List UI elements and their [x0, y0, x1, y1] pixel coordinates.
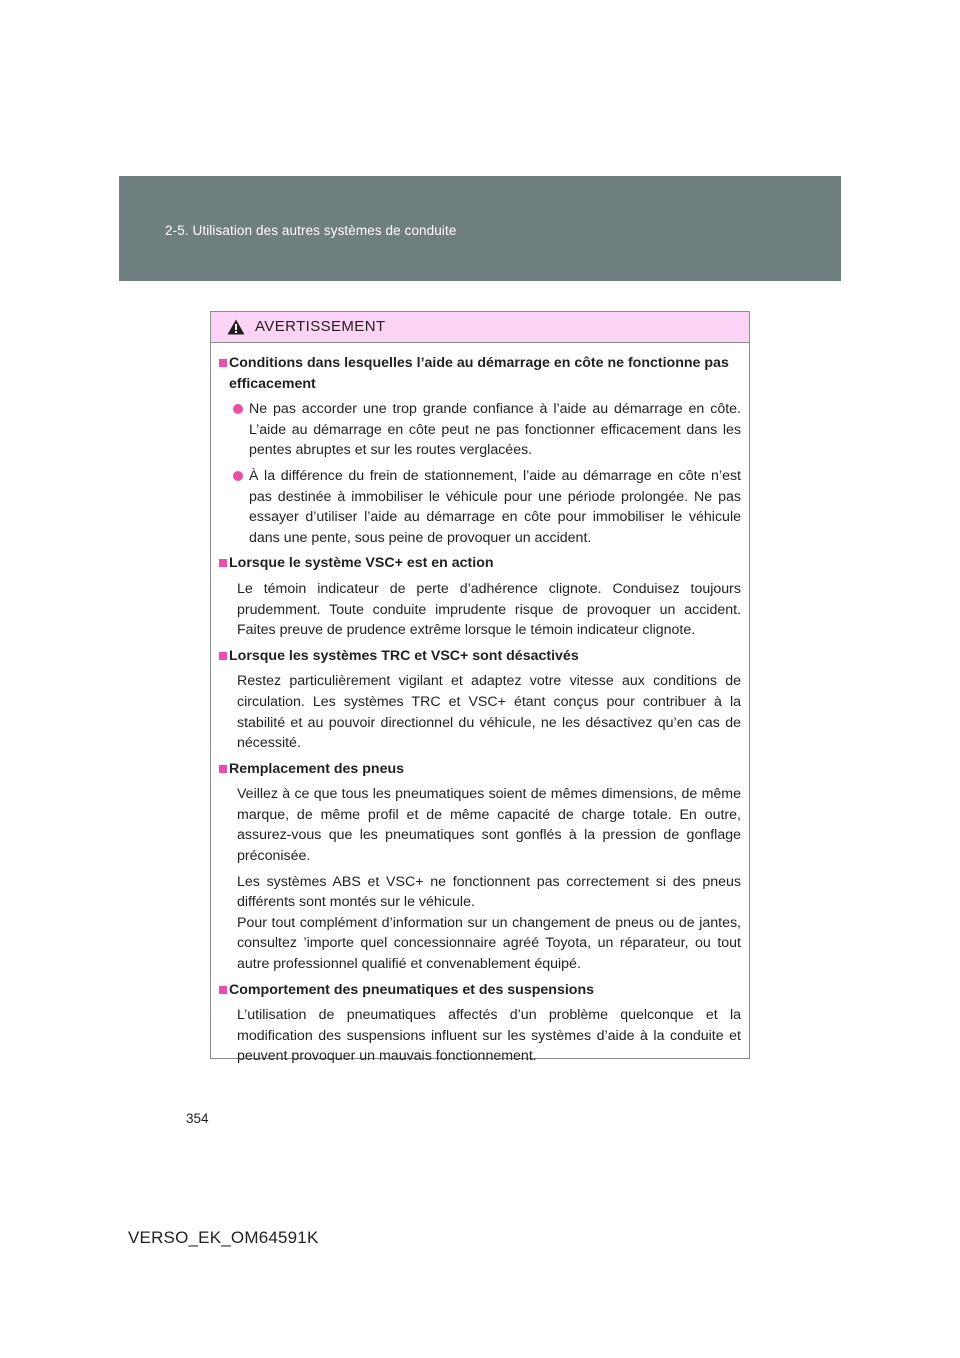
section-heading: Lorsque le système VSC+ est en action: [219, 553, 741, 574]
section-heading: Lorsque les systèmes TRC et VSC+ sont désactivés: [219, 646, 741, 667]
square-bullet-icon: [219, 986, 227, 994]
warning-title: AVERTISSEMENT: [255, 318, 386, 335]
section-heading: Conditions dans lesquelles l’aide au démarrage en côte ne fonctionne pas efficacement: [219, 353, 741, 394]
square-bullet-icon: [219, 559, 227, 567]
warning-header: [211, 312, 749, 343]
section-heading: Comportement des pneumatiques et des suspensions: [219, 980, 741, 1001]
section-heading: Remplacement des pneus: [219, 759, 741, 780]
section-header: [119, 176, 841, 281]
bullet-item: Ne pas accorder une trop grande confiance à l’aide au démarrage en côte. L’aide au démarrage en côte peut ne pas fonctionner efficacement dans les pentes abruptes et sur les routes verglacées.: [219, 399, 741, 461]
paragraph: Pour tout complément d’information sur un changement de pneus ou de jantes, consultez ’importe quel concessionnaire agréé Toyota, un réparateur, ou tout autre professionnel qualifié et convenablement équipé.: [237, 914, 741, 973]
warning-box: [210, 311, 750, 1065]
warning-content: [211, 343, 749, 1067]
warning-triangle-icon: [227, 319, 245, 335]
square-bullet-icon: [219, 359, 227, 367]
bullet-item: À la différence du frein de stationnement, l’aide au démarrage en côte n’est pas destinée à immobiliser le véhicule pour une période prolongée. Ne pas essayer d’utiliser l’aide au démarrage en côte pour immobiliser le véhicule dans une pente, sous peine de provoquer un accident.: [219, 466, 741, 548]
page-number: 354: [186, 1111, 209, 1126]
paragraph: L’utilisation de pneumatiques affectés d’un problème quelconque et la modification des suspensions influent sur les systèmes d’aide à la conduite et peuvent provoquer un mauvais fonctionnement.: [237, 1007, 741, 1065]
paragraph: Restez particulièrement vigilant et adaptez votre vitesse aux conditions de circulation. Les systèmes TRC et VSC+ étant conçus pour contribuer à la stabilité et au pouvoir directionnel du véhicule, ne les désactivez qu’en cas de nécessité.: [237, 673, 741, 752]
document-code: VERSO_EK_OM64591K: [128, 1228, 319, 1247]
section-title: 2-5. Utilisation des autres systèmes de conduite: [165, 223, 457, 238]
square-bullet-icon: [219, 652, 227, 660]
paragraph: Les systèmes ABS et VSC+ ne fonctionnent pas correctement si des pneus différents sont montés sur le véhicule.: [237, 873, 741, 911]
paragraph: Le témoin indicateur de perte d’adhérence clignote. Conduisez toujours prudemment. Toute conduite imprudente risque de provoquer un accident. Faites preuve de prudence extrême lorsque le témoin indicateur clignote.: [237, 580, 741, 639]
round-bullet-icon: [233, 471, 243, 481]
round-bullet-icon: [233, 404, 243, 414]
paragraph: Veillez à ce que tous les pneumatiques soient de mêmes dimensions, de même marque, de même profil et de même capacité de charge totale. En outre, assurez-vous que les pneumatiques sont gonflés à la pression de gonflage préconisée.: [237, 786, 741, 865]
square-bullet-icon: [219, 765, 227, 773]
